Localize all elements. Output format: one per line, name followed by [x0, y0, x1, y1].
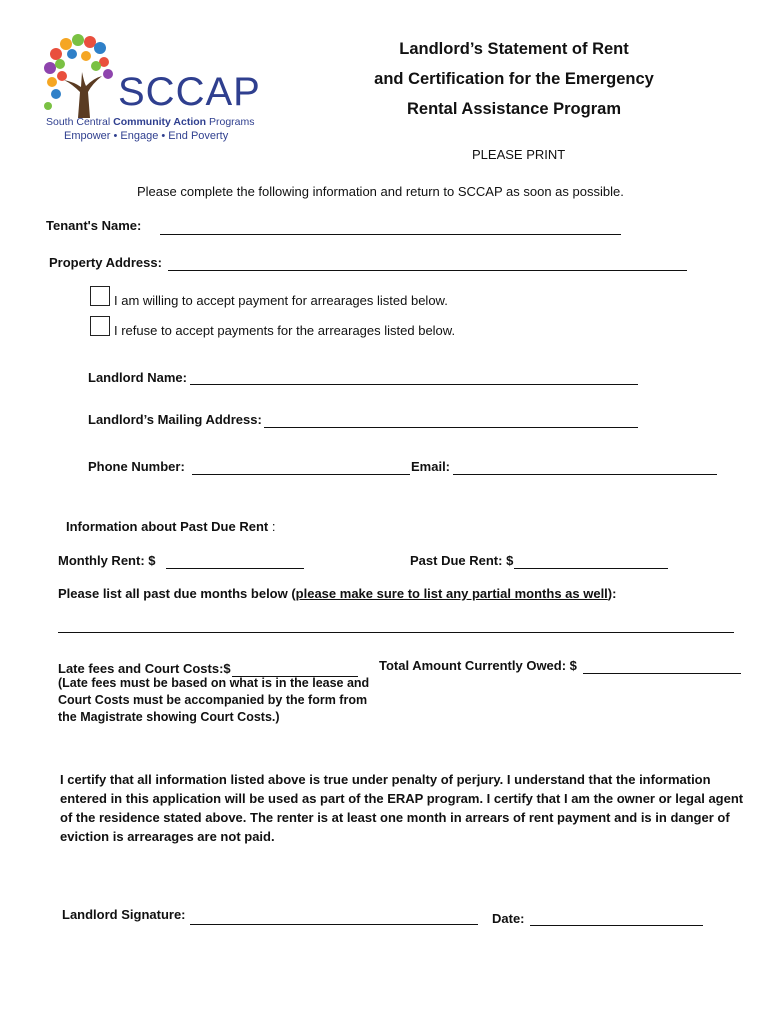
landlord-name-field[interactable]: [190, 384, 638, 385]
instructions: Please complete the following information and return to SCCAP as soon as possible.: [137, 184, 624, 199]
tenant-name-label: Tenant's Name:: [46, 218, 142, 233]
mailing-address-label: Landlord’s Mailing Address:: [88, 412, 262, 427]
late-fees-label: Late fees and Court Costs:$: [58, 661, 231, 676]
accept-payment-label: I am willing to accept payment for arrearages listed below.: [114, 293, 448, 308]
phone-field[interactable]: [192, 474, 410, 475]
form-title-line2: and Certification for the Emergency: [374, 70, 654, 88]
form-title-line1: Landlord’s Statement of Rent: [399, 40, 629, 58]
past-due-months-prompt: Please list all past due months below (please make sure to list any partial months as well):: [58, 586, 617, 601]
tree-hands-icon: [42, 34, 122, 120]
late-fees-note: (Late fees must be based on what is in the lease and Court Costs must be accompanied by the form from the Magistrate showing Court Costs.): [58, 676, 370, 724]
mailing-address-field[interactable]: [264, 427, 638, 428]
accept-payment-checkbox[interactable]: [90, 286, 110, 306]
date-field[interactable]: [530, 925, 703, 926]
refuse-payment-label: I refuse to accept payments for the arrearages listed below.: [114, 323, 456, 338]
landlord-name-label: Landlord Name:: [88, 370, 187, 385]
past-due-rent-label: Past Due Rent: $: [410, 553, 514, 568]
email-label: Email:: [411, 459, 451, 474]
logo-wordmark: SCCAP: [118, 70, 261, 114]
phone-label: Phone Number:: [88, 459, 185, 474]
signature-field[interactable]: [190, 924, 478, 925]
tenant-name-field[interactable]: [160, 234, 621, 235]
signature-label: Landlord Signature:: [62, 907, 186, 922]
property-address-field[interactable]: [168, 270, 687, 271]
past-due-rent-field[interactable]: [514, 568, 668, 569]
past-due-months-field[interactable]: [58, 632, 734, 633]
date-label: Date:: [492, 911, 525, 926]
monthly-rent-field[interactable]: [166, 568, 304, 569]
total-owed-label: Total Amount Currently Owed: $: [379, 658, 577, 673]
total-owed-field[interactable]: [583, 673, 741, 674]
email-field[interactable]: [453, 474, 717, 475]
logo-subtitle: South Central Community Action Programs: [46, 116, 255, 128]
past-due-section-title: Information about Past Due Rent :: [66, 519, 276, 534]
form-title-line3: Rental Assistance Program: [407, 100, 621, 118]
property-address-label: Property Address:: [49, 255, 162, 270]
refuse-payment-checkbox[interactable]: [90, 316, 110, 336]
logo-tagline: Empower • Engage • End Poverty: [64, 130, 229, 142]
monthly-rent-label: Monthly Rent: $: [58, 553, 156, 568]
certification-statement: I certify that all information listed above is true under penalty of perjury. I understand that the information entered in this application will be used as part of the ERAP program. I certify that I am the owner or legal agent of the residence stated above. The renter is at least one month in arrears of rent payment and is in danger of eviction is arrearages are not paid.: [60, 772, 744, 844]
please-print-note: PLEASE PRINT: [472, 147, 566, 162]
